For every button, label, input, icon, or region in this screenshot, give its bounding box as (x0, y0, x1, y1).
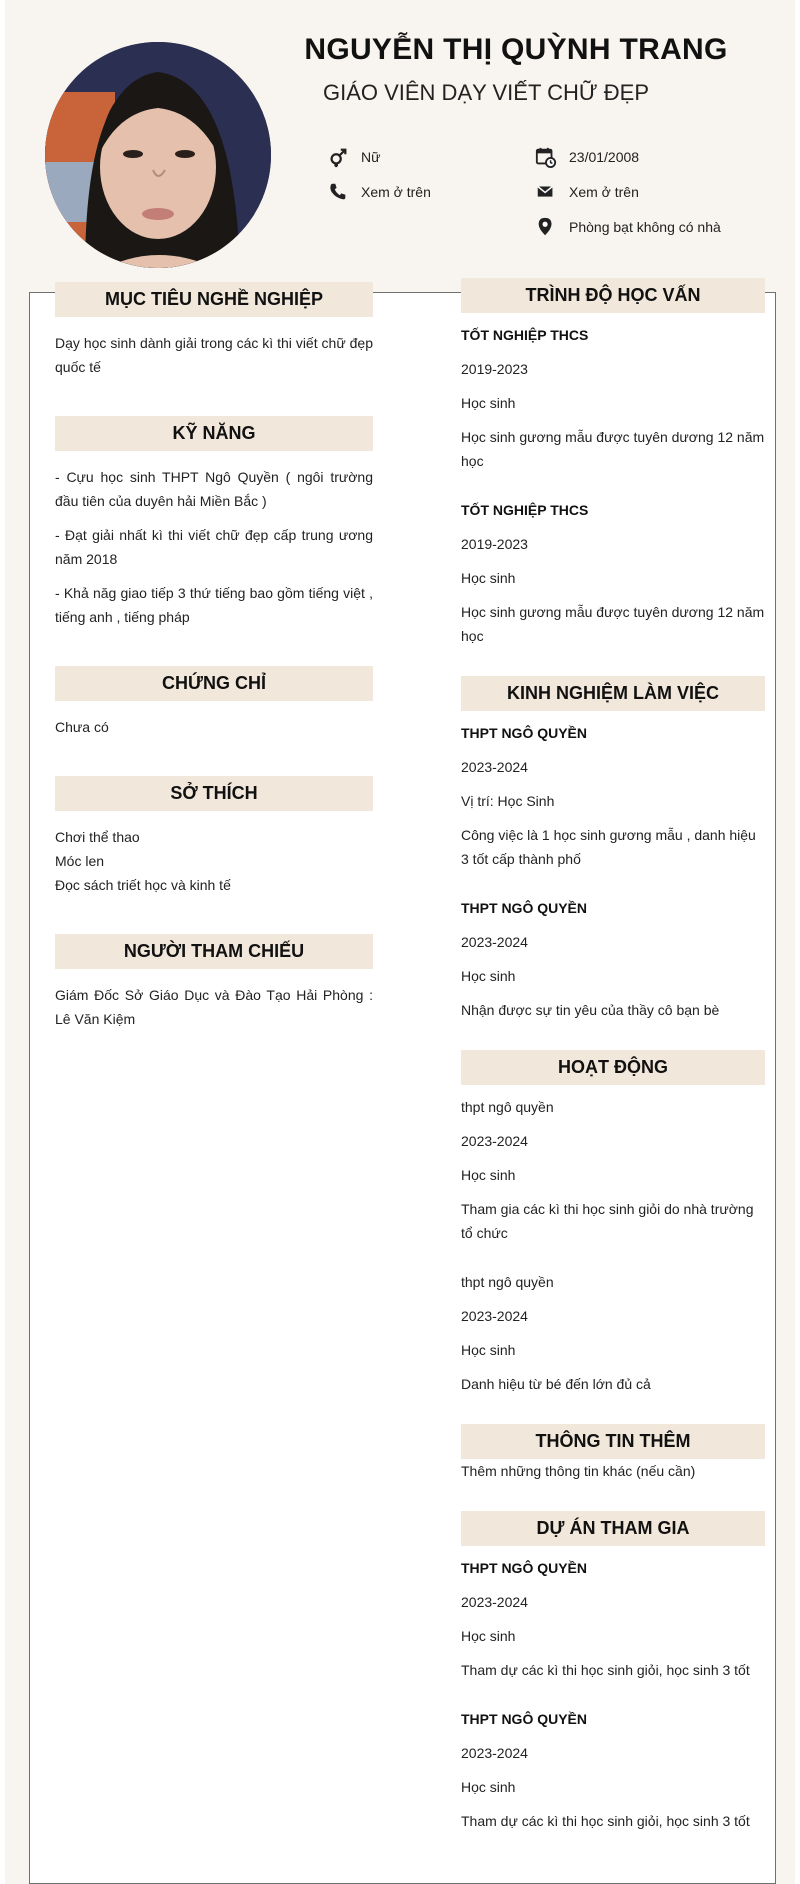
entry-name: TỐT NGHIỆP THCS (461, 327, 589, 343)
project-entry (461, 1556, 765, 1682)
hobby-item: Đọc sách triết học và kinh tế (55, 877, 231, 893)
entry-desc: Tham dự các kì thi học sinh giỏi, học sinh 3 tốt (461, 1662, 750, 1678)
phone-value: Xem ở trên (361, 184, 431, 200)
activities-title: HOẠT ĐỘNG (461, 1050, 765, 1085)
entry-position: Học sinh (461, 968, 516, 984)
activity-entry (461, 1095, 765, 1245)
phone-icon (327, 181, 349, 203)
education-title: TRÌNH ĐỘ HỌC VẤN (461, 278, 765, 313)
email-value: Xem ở trên (569, 184, 639, 200)
references-title: NGƯỜI THAM CHIẾU (55, 934, 373, 969)
experience-entry (461, 896, 765, 1022)
email-info (535, 181, 639, 203)
birthday-info (535, 146, 639, 168)
project-entry (461, 1707, 765, 1833)
phone-info (327, 181, 431, 203)
entry-name: thpt ngô quyền (461, 1099, 554, 1115)
gender-info (327, 146, 380, 168)
entry-name: thpt ngô quyền (461, 1274, 554, 1290)
experience-section (461, 676, 765, 1022)
mail-icon (535, 181, 557, 203)
entry-period: 2019-2023 (461, 536, 528, 552)
education-section (461, 278, 765, 648)
references-section (55, 934, 373, 1031)
left-column (55, 282, 373, 1031)
entry-desc: Nhận được sự tin yêu của thầy cô bạn bè (461, 1002, 720, 1018)
address-info (535, 216, 721, 238)
gender-icon (327, 146, 349, 168)
entry-position: Học sinh (461, 1628, 516, 1644)
skill-item: - Khả năg giao tiếp 3 thứ tiếng bao gồm tiếng việt , tiếng anh , tiếng pháp (55, 585, 373, 625)
entry-name: THPT NGÔ QUYỀN (461, 1711, 588, 1727)
avatar-photo (45, 42, 271, 268)
entry-period: 2023-2024 (461, 1745, 528, 1761)
entry-name: THPT NGÔ QUYỀN (461, 900, 588, 916)
entry-desc: Học sinh gương mẫu được tuyên dương 12 năm học (461, 429, 765, 469)
hobby-item: Chơi thể thao (55, 829, 140, 845)
objective-text: Dạy học sinh dành giải trong các kì thi viết chữ đẹp quốc tế (55, 335, 373, 375)
entry-position: Học sinh (461, 395, 516, 411)
skill-item: - Cựu học sinh THPT Ngô Quyền ( ngôi trường đầu tiên của duyên hải Miền Bắc ) (55, 469, 373, 509)
extra-info-section (461, 1424, 765, 1483)
entry-desc: Danh hiệu từ bé đến lớn đủ cả (461, 1376, 651, 1392)
entry-desc: Tham dự các kì thi học sinh giỏi, học sinh 3 tốt (461, 1813, 750, 1829)
hobbies-section (55, 776, 373, 897)
skills-section (55, 416, 373, 629)
entry-name: THPT NGÔ QUYỀN (461, 1560, 588, 1576)
hobby-item: Móc len (55, 853, 105, 869)
skill-item: - Đạt giải nhất kì thi viết chữ đẹp cấp trung ương năm 2018 (55, 527, 373, 567)
entry-position: Học sinh (461, 1779, 516, 1795)
entry-period: 2023-2024 (461, 1594, 528, 1610)
skills-title: KỸ NĂNG (55, 416, 373, 451)
projects-title: DỰ ÁN THAM GIA (461, 1511, 765, 1546)
calendar-icon (535, 146, 557, 168)
entry-name: THPT NGÔ QUYỀN (461, 725, 588, 741)
birthday-value: 23/01/2008 (569, 149, 640, 165)
location-pin-icon (535, 216, 557, 238)
entry-period: 2023-2024 (461, 1133, 528, 1149)
projects-section (461, 1511, 765, 1833)
entry-desc: Học sinh gương mẫu được tuyên dương 12 năm học (461, 604, 765, 644)
entry-position: Vị trí: Học Sinh (461, 793, 555, 809)
gender-value: Nữ (361, 149, 381, 165)
experience-entry (461, 721, 765, 871)
entry-position: Học sinh (461, 570, 516, 586)
right-column (461, 278, 765, 1833)
certificates-text: Chưa có (55, 719, 109, 735)
activities-section (461, 1050, 765, 1396)
certificates-title: CHỨNG CHỈ (55, 666, 373, 701)
candidate-name: NGUYỄN THỊ QUỲNH TRANG (304, 33, 728, 66)
education-entry (461, 323, 765, 473)
entry-position: Học sinh (461, 1167, 516, 1183)
extra-info-title: THÔNG TIN THÊM (461, 1424, 765, 1459)
experience-title: KINH NGHIỆM LÀM VIỆC (461, 676, 765, 711)
entry-period: 2023-2024 (461, 1308, 528, 1324)
entry-period: 2019-2023 (461, 361, 528, 377)
extra-info-text: Thêm những thông tin khác (nếu cần) (461, 1463, 696, 1479)
activity-entry (461, 1270, 765, 1396)
hobbies-title: SỞ THÍCH (55, 776, 373, 811)
entry-name: TỐT NGHIỆP THCS (461, 502, 589, 518)
education-entry (461, 498, 765, 648)
objective-section (55, 282, 373, 379)
entry-desc: Công việc là 1 học sinh gương mẫu , danh hiệu 3 tốt cấp thành phố (461, 827, 756, 867)
entry-position: Học sinh (461, 1342, 516, 1358)
entry-desc: Tham gia các kì thi học sinh giỏi do nhà trường tổ chức (461, 1201, 754, 1241)
references-text: Giám Đốc Sở Giáo Dục và Đào Tạo Hải Phòng : Lê Văn Kiệm (55, 987, 373, 1027)
objective-title: MỤC TIÊU NGHỀ NGHIỆP (55, 282, 373, 317)
certificates-section (55, 666, 373, 739)
entry-period: 2023-2024 (461, 759, 528, 775)
address-value: Phòng bạt không có nhà (569, 219, 721, 235)
entry-period: 2023-2024 (461, 934, 528, 950)
avatar (45, 42, 271, 268)
candidate-role: GIÁO VIÊN DẠY VIẾT CHỮ ĐẸP (322, 80, 650, 105)
